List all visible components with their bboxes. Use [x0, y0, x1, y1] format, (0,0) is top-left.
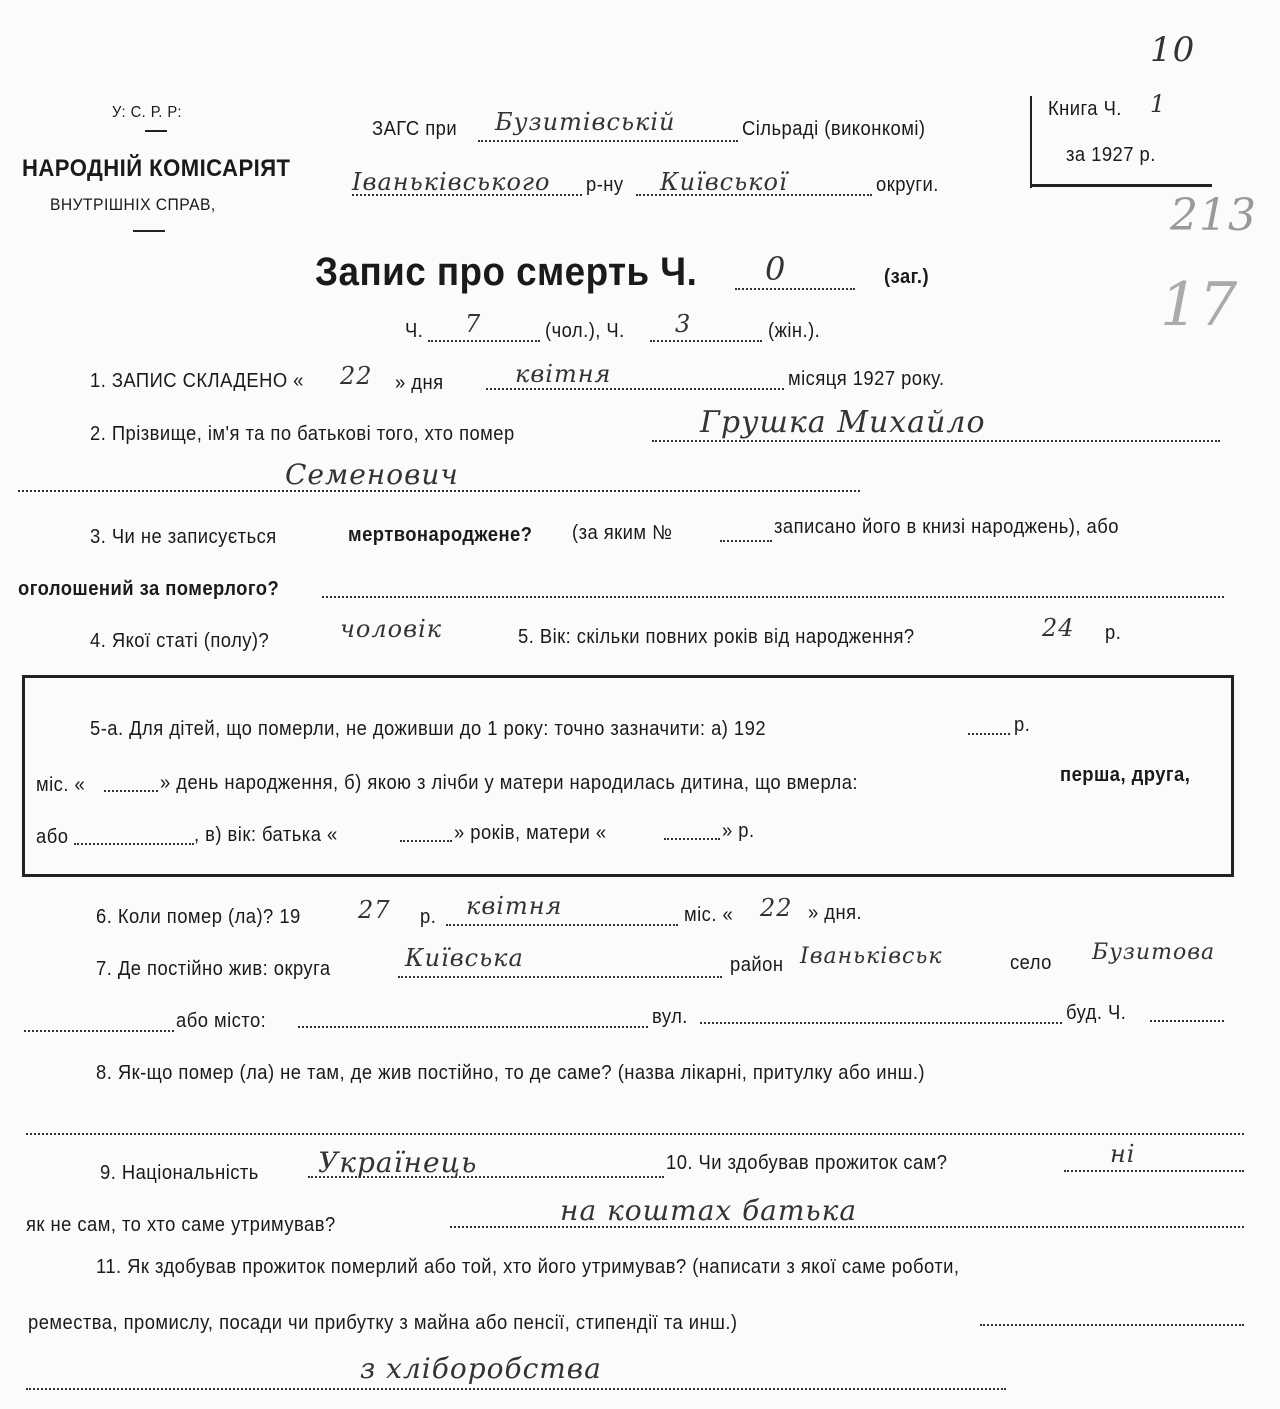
rayon-label: р-ну [586, 174, 624, 196]
field-7-rayon: Іваньківськ [800, 944, 943, 969]
field-1-label: 1. ЗАПИС СКЛАДЕНО « [90, 370, 304, 392]
field-10-label: 10. Чи здобував прожиток сам? [666, 1152, 948, 1174]
record-suffix: (заг.) [884, 266, 930, 288]
field-6-mis: міс. « [684, 904, 734, 926]
okruha-value: Київської [660, 168, 788, 196]
field-1-month: квітня [515, 360, 612, 388]
field-7-rayon-label: район [730, 954, 784, 976]
field-6-label: 6. Коли помер (ла)? 19 [96, 906, 301, 928]
department-label: ВНУТРІШНІХ СПРАВ, [50, 195, 216, 214]
field-1-day: 22 [340, 362, 373, 390]
book-label: Книга Ч. [1048, 98, 1122, 120]
field-1-suffix: місяця 1927 року. [788, 368, 945, 390]
book-number: 1 [1150, 90, 1167, 118]
field-6-year: 27 [358, 896, 391, 924]
field-3-label: 3. Чи не записується [90, 526, 277, 548]
state-label: У: С. Р. Р: [112, 104, 182, 121]
female-label: (жін.). [768, 320, 821, 342]
field-5a-line2-bold: перша, друга, [1060, 764, 1191, 786]
field-1-mid: » дня [395, 372, 444, 394]
zags-label: ЗАГС при [372, 118, 458, 140]
margin-note: 17 [1160, 270, 1239, 340]
record-number: 0 [765, 250, 787, 288]
page-number: 10 [1150, 30, 1196, 70]
field-10-value: ні [1110, 1140, 1136, 1168]
field-11-label: 11. Як здобував прожиток померлий або той, хто його утримував? (написати з якої саме роботи, [96, 1256, 960, 1278]
field-5a-line3a: або [36, 826, 69, 848]
male-prefix: Ч. [405, 320, 424, 342]
female-count: 3 [675, 310, 692, 338]
field-10b-value: на коштах батька [560, 1194, 858, 1227]
field-5a-line2b: » день народження, б) якою з лічби у матери народилась дитина, що вмерла: [160, 772, 858, 794]
margin-note: 213 [1170, 190, 1257, 241]
record-title: Запис про смерть Ч. [315, 250, 698, 294]
field-3-line2: оголошений за померлого? [18, 578, 280, 600]
book-year: за 1927 р. [1066, 144, 1156, 166]
okruha-label: округи. [876, 174, 939, 196]
field-2-name: Грушка Михайло [700, 405, 986, 440]
field-5a-line2a: міс. « [36, 774, 86, 796]
field-7-okruha: Київська [405, 944, 524, 972]
field-7-selo: Бузитова [1092, 940, 1216, 965]
field-2-patronymic: Семенович [285, 458, 459, 491]
field-7-bud: буд. Ч. [1066, 1002, 1127, 1024]
field-6-month: квітня [466, 892, 563, 920]
field-6-day: 22 [760, 894, 793, 922]
field-7-misto: або місто: [176, 1010, 267, 1032]
field-7-selo-label: село [1010, 952, 1052, 974]
field-11-label2: ремества, промислу, посади чи прибутку з майна або пенсії, стипендії та инш.) [28, 1312, 738, 1334]
field-5-label: 5. Вік: скільки повних років від народження? [518, 626, 915, 648]
field-3-rest2: записано його в книзі народжень), або [774, 516, 1119, 538]
field-11-value: з хліборобства [360, 1352, 602, 1385]
field-8-label: 8. Як-що помер (ла) не там, де жив постійно, то де саме? (назва лікарні, притулку або инш.) [96, 1062, 925, 1084]
field-9-label: 9. Національність [100, 1162, 259, 1184]
field-5a-line3b: , в) вік: батька « [194, 824, 338, 846]
male-count: 7 [465, 310, 482, 338]
commissariat-label: НАРОДНІЙ КОМІСАРІЯТ [22, 155, 291, 182]
field-5-value: 24 [1042, 614, 1075, 642]
field-7-vul: вул. [652, 1006, 688, 1028]
field-6-r: р. [420, 906, 437, 928]
field-10b-label: як не сам, то хто саме утримував? [26, 1214, 336, 1236]
field-5a-line3c: » років, матери « [454, 822, 607, 844]
zags-value: Бузитівській [495, 108, 676, 136]
rayon-value: Іваньківського [352, 168, 551, 196]
field-4-value: чоловік [340, 615, 443, 643]
male-label: (чол.), Ч. [545, 320, 625, 342]
field-2-label: 2. Прізвище, ім'я та по батькові того, хто помер [90, 423, 515, 445]
field-7-label: 7. Де постійно жив: округа [96, 958, 331, 980]
field-5-suffix: р. [1105, 622, 1122, 644]
field-5a-line1-end: р. [1014, 714, 1031, 736]
field-9-value: Українець [318, 1146, 478, 1179]
field-3-bold: мертвонароджене? [348, 524, 533, 546]
zags-suffix: Сільраді (виконкомі) [742, 118, 926, 140]
field-6-end: » дня. [808, 902, 863, 924]
field-4-label: 4. Якої статі (полу)? [90, 630, 270, 652]
field-3-rest: (за яким № [572, 522, 673, 544]
field-5a-line1: 5-а. Для дітей, що померли, не доживши до 1 року: точно зазначити: а) 192 [90, 718, 767, 740]
field-5a-line3d: » р. [722, 820, 755, 842]
